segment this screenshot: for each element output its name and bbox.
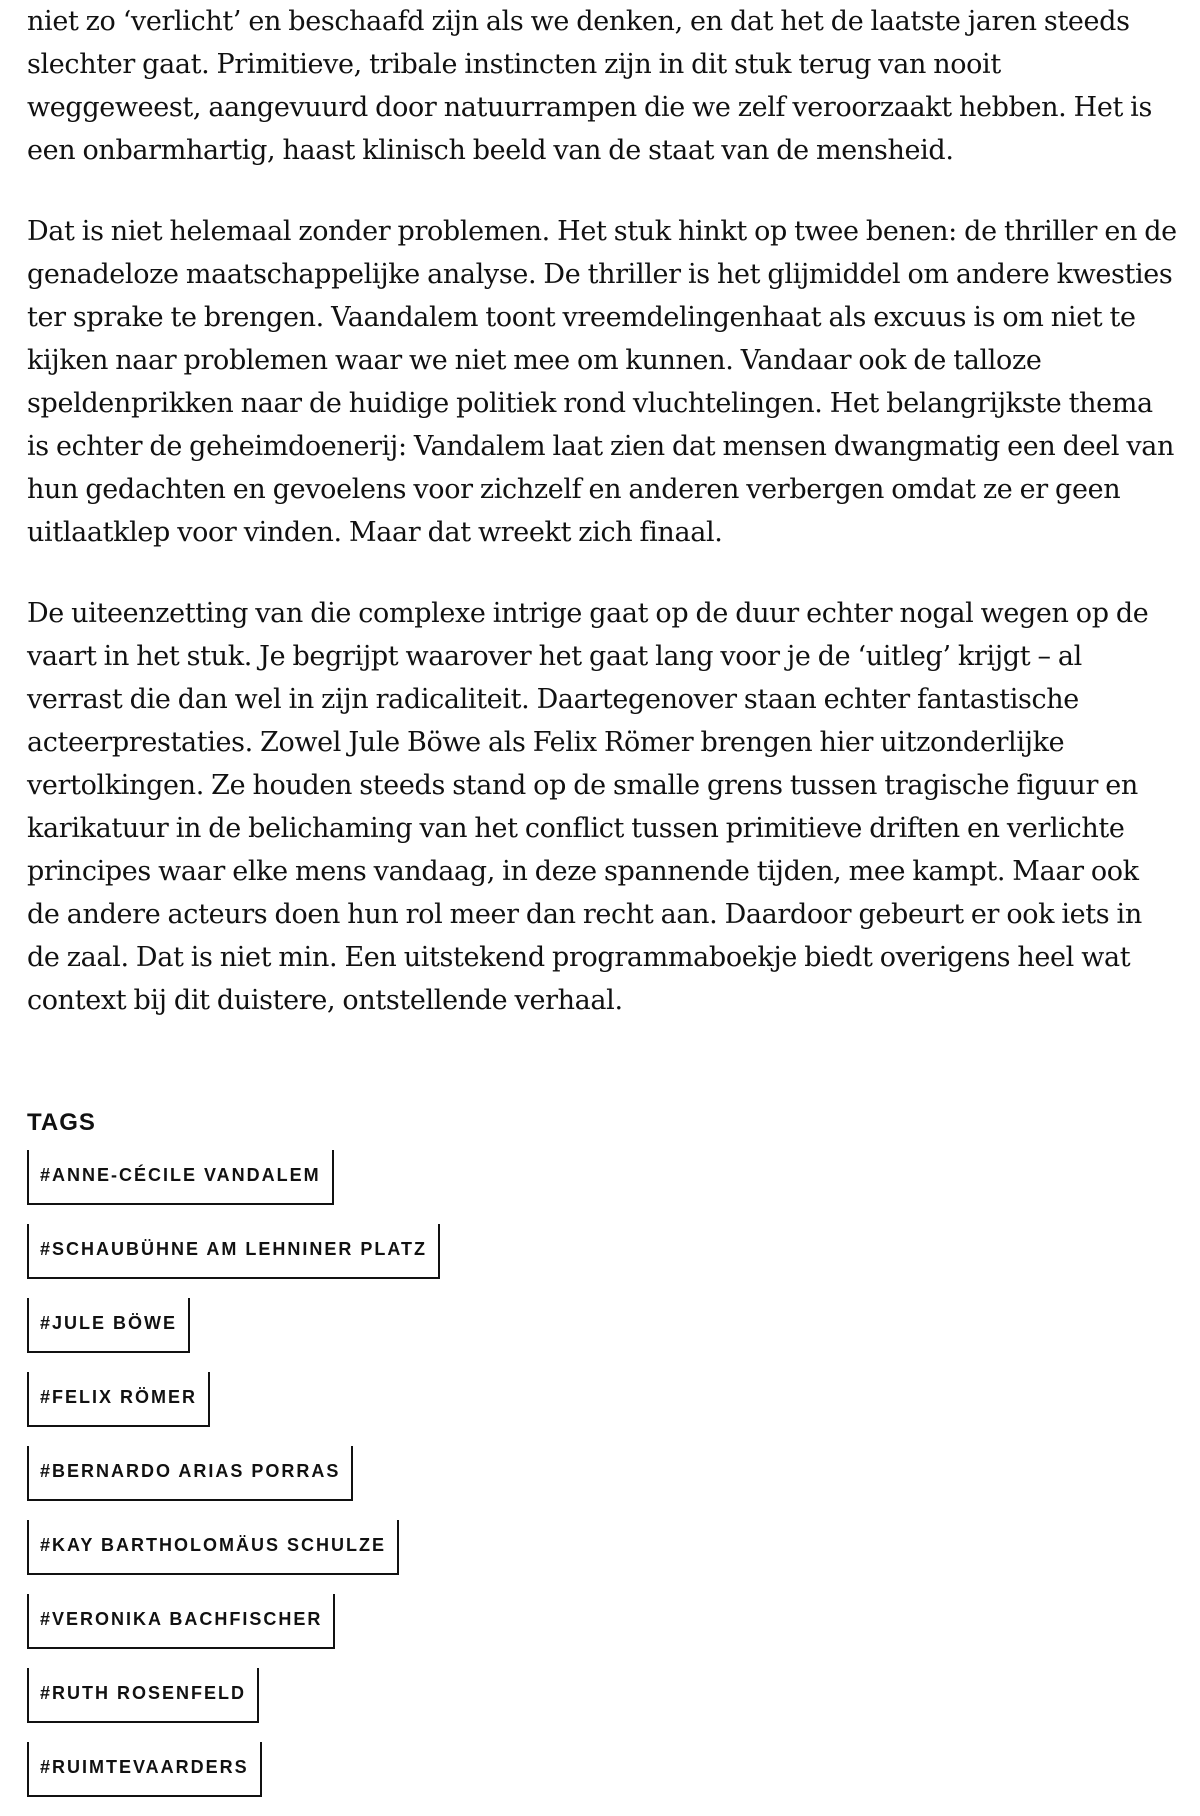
- tag-link-kay-bartholomaus-schulze[interactable]: #KAY BARTHOLOMÄUS SCHULZE: [27, 1520, 399, 1575]
- tag-link-bernardo-arias-porras[interactable]: #BERNARDO ARIAS PORRAS: [27, 1446, 353, 1501]
- tag-item: [27, 1594, 1127, 1649]
- tag-link-veronika-bachfischer[interactable]: #VERONIKA BACHFISCHER: [27, 1594, 335, 1649]
- tags-heading: TAGS: [27, 1109, 96, 1136]
- tag-item: [27, 1372, 1127, 1427]
- tag-link-anne-cecile-vandalem[interactable]: #ANNE-CÉCILE VANDALEM: [27, 1150, 334, 1205]
- article-paragraph: Dat is niet helemaal zonder problemen. Het stuk hinkt op twee benen: de thriller en de genadeloze maatschappelijke analyse. De thriller is het glijmiddel om andere kwesties ter sprake te brengen. Vaandalem toont vreemdelingenhaat als excuus is om niet te kijken naar problemen waar we niet mee om kunnen. Vandaar ook de talloze speldenprikken naar de huidige politiek rond vluchtelingen. Het belangrijkste thema is echter de geheimdoenerij: Vandalem laat zien dat mensen dwangmatig een deel van hun gedachten en gevoelens voor zichzelf en anderen verbergen omdat ze er geen uitlaatklep voor vinden. Maar dat wreekt zich finaal.: [27, 216, 1177, 548]
- tag-item: [27, 1668, 1127, 1723]
- tag-item: [27, 1446, 1127, 1501]
- tag-link-ruth-rosenfeld[interactable]: #RUTH ROSENFELD: [27, 1668, 259, 1723]
- tag-item: [27, 1298, 1127, 1353]
- tag-item: [27, 1150, 1127, 1205]
- tag-item: [27, 1224, 1127, 1279]
- article-paragraph: De uiteenzetting van die complexe intrige gaat op de duur echter nogal wegen op de vaart in het stuk. Je begrijpt waarover het gaat lang voor je de ‘uitleg’ krijgt – al verrast die dan wel in zijn radicaliteit. Daartegenover staan echter fantastische acteerprestaties. Zowel Jule Böwe als Felix Römer brengen hier uitzonderlijke vertolkingen. Ze houden steeds stand op de smalle grens tussen tragische figuur en karikatuur in de belichaming van het conflict tussen primitieve driften en verlichte principes waar elke mens vandaag, in deze spannende tijden, mee kampt. Maar ook de andere acteurs doen hun rol meer dan recht aan. Daardoor gebeurt er ook iets in de zaal. Dat is niet min. Een uitstekend programmaboekje biedt overigens heel wat context bij dit duistere, ontstellende verhaal.: [27, 598, 1149, 1016]
- tag-item: [27, 1520, 1127, 1575]
- tag-list: [27, 1150, 1127, 1797]
- tag-link-ruimtevaarders[interactable]: #RUIMTEVAARDERS: [27, 1742, 262, 1797]
- tag-item: [27, 1742, 1127, 1797]
- tag-link-schaubuhne-am-lehniner-platz[interactable]: #SCHAUBÜHNE AM LEHNINER PLATZ: [27, 1224, 440, 1279]
- tag-link-felix-romer[interactable]: #FELIX RÖMER: [27, 1372, 210, 1427]
- tags-section: [27, 1105, 1127, 1816]
- article-paragraph: niet zo ‘verlicht’ en beschaafd zijn als we denken, en dat het de laatste jaren steeds slechter gaat. Primitieve, tribale instincten zijn in dit stuk terug van nooit weggeweest, aangevuurd door natuurrampen die we zelf veroorzaakt hebben. Het is een onbarmhartig, haast klinisch beeld van de staat van de mensheid.: [27, 6, 1152, 166]
- tag-link-jule-bowe[interactable]: #JULE BÖWE: [27, 1298, 190, 1353]
- article-body: [27, 0, 1177, 1060]
